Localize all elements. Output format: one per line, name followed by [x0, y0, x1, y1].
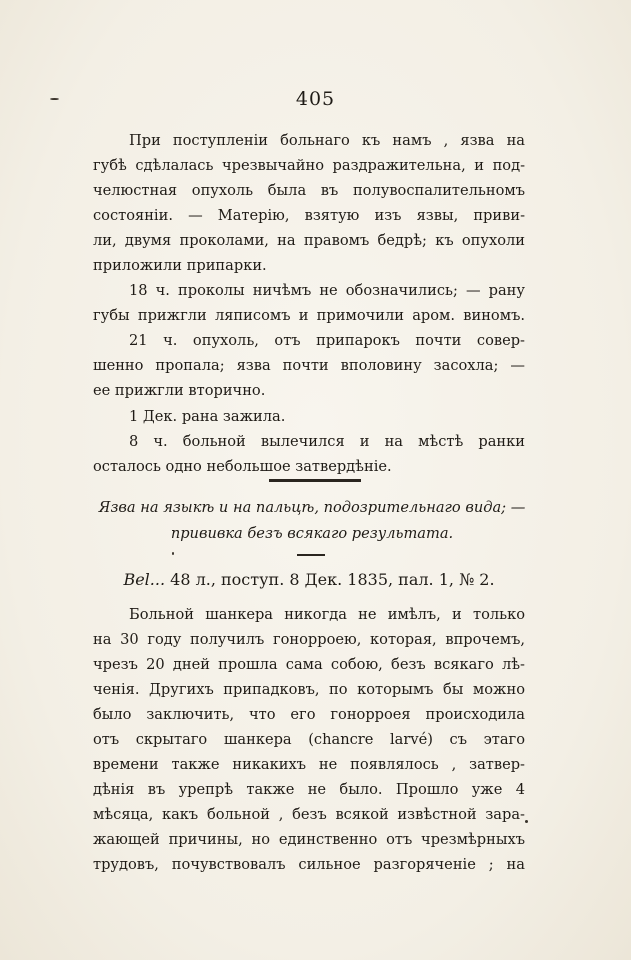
paragraph-day-8	[93, 429, 525, 479]
paragraph-history	[93, 602, 525, 877]
text-line: шенно пропала; язва почти вполовину засохла; —	[93, 357, 525, 374]
text-line: 18 ч. проколы ничѣмъ не обозначились; — рану	[129, 282, 525, 299]
title-divider	[297, 554, 325, 556]
text-line: ченія. Другихъ припадковъ, по которымъ бы можно	[93, 681, 525, 698]
text-line: 8 ч. больной вылечился и на мѣстѣ ранки	[129, 433, 525, 450]
section-divider	[269, 479, 361, 482]
text-line: мѣсяца, какъ больной , безъ всякой извѣстной зара-	[93, 806, 525, 823]
case-header	[93, 567, 525, 593]
text-line: жающей причины, но единственно отъ чрезмѣрныхъ	[93, 831, 525, 848]
text-line: челюстная опухоль была въ полувоспалительномъ	[93, 182, 525, 199]
text-line: состояніи. — Матерію, взятую изъ язвы, приви-	[93, 207, 525, 224]
text-line: дѣнія въ урепрѣ также не было. Прошло уже 4	[93, 781, 525, 798]
section-title-line: Язва на языкѣ и на пальцѣ, подозрительнаго вида; —	[98, 499, 526, 516]
text-line: приложили припарки.	[93, 257, 267, 274]
text-line: было заключить, что его гонорроея происходила	[93, 706, 525, 723]
text-line: трудовъ, почувствовалъ сильное разгоряченіе ; на	[93, 856, 525, 873]
text-line: 21 ч. опухоль, отъ припарокъ почти совер-	[129, 332, 525, 349]
paragraph-arrival	[93, 128, 525, 278]
text-line: 1 Дек. рана зажила.	[129, 408, 286, 425]
text-line: Больной шанкера никогда не имѣлъ, и только	[129, 606, 525, 623]
text-line: на 30 году получилъ гонорроею, которая, впрочемъ,	[93, 631, 525, 648]
section-title	[93, 495, 531, 547]
ink-speck	[50, 98, 59, 100]
text-line: времени также никакихъ не появлялось , затвер-	[93, 756, 525, 773]
text-line: ли, двумя проколами, на правомъ бедрѣ; къ опухоли	[93, 232, 525, 249]
text-line: губы прижгли ляписомъ и примочили аром. виномъ.	[93, 307, 525, 324]
ink-speck	[172, 552, 174, 555]
text-line: чрезъ 20 дней прошла сама собою, безъ всякаго лѣ-	[93, 656, 525, 673]
paragraph-day-18	[93, 278, 525, 328]
text-line: отъ скрытаго шанкера (chancre larvé) съ этаго	[93, 731, 525, 748]
patient-name: Bel...	[123, 570, 166, 589]
section-title-line: прививка безъ всякаго результата.	[170, 525, 454, 542]
text-line: При поступленіи больнаго къ намъ , язва на	[129, 132, 525, 149]
ink-speck	[525, 820, 528, 823]
patient-details: 48 л., поступ. 8 Дек. 1835, пал. 1, № 2.	[170, 570, 495, 589]
text-line: ее прижгли вторично.	[93, 382, 266, 399]
paragraph-dec-1	[93, 404, 525, 429]
paragraph-day-21	[93, 328, 525, 403]
page-number: 405	[295, 88, 336, 110]
text-line: осталось одно небольшое затвердѣніе.	[93, 458, 392, 475]
text-line: губѣ сдѣлалась чрезвычайно раздражительна, и под-	[93, 157, 525, 174]
